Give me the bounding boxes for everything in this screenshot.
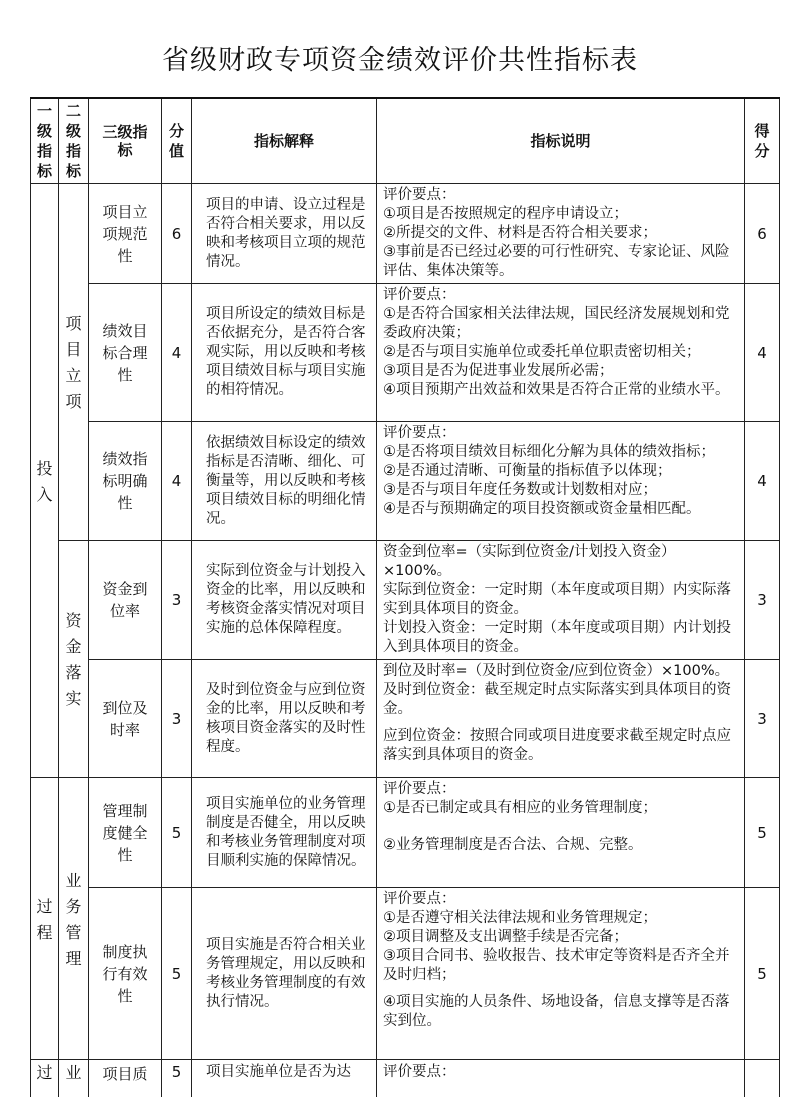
level3-cell: 绩效指标明确性 bbox=[89, 422, 162, 541]
table-row bbox=[31, 541, 780, 660]
score-cell-partial bbox=[745, 1060, 780, 1098]
header-weight: 分值 bbox=[162, 98, 192, 184]
header-level3: 三级指标 bbox=[89, 98, 162, 184]
level3-cell: 绩效目标合理性 bbox=[89, 284, 162, 422]
level2-business-mgmt: 业务管理 bbox=[59, 778, 89, 1060]
description-cell: 评价要点： ①是否遵守相关法律法规和业务管理规定； ②项目调整及支出调整手续是否完备； ③项目合同书、验收报告、技术审定等资料是否齐全并及时归档； ④项目实施的人员条件、场地设备，信息支撑等是否落实到位。 bbox=[377, 888, 745, 1060]
score-cell: 3 bbox=[745, 660, 780, 778]
level3-cell: 到位及时率 bbox=[89, 660, 162, 778]
level3-cell: 资金到位率 bbox=[89, 541, 162, 660]
description-cell: 评价要点： ①是否已制定或具有相应的业务管理制度； ②业务管理制度是否合法、合规、完整。 bbox=[377, 778, 745, 888]
description-cell: 到位及时率=（及时到位资金/应到位资金）×100%。 及时到位资金：截至规定时点实际落实到具体项目的资金。 应到位资金：按照合同或项目进度要求截至规定时点应落实到具体项目的资金。 bbox=[377, 660, 745, 778]
header-level2: 二级指标 bbox=[59, 98, 89, 184]
weight-cell: 6 bbox=[162, 184, 192, 284]
level1-process: 过程 bbox=[31, 778, 59, 1060]
level3-cell: 制度执行有效性 bbox=[89, 888, 162, 1060]
description-cell-partial: 评价要点： bbox=[377, 1060, 745, 1098]
description-cell: 评价要点： ①是否符合国家相关法律法规，国民经济发展规划和党委政府决策； ②是否与项目实施单位或委托单位职责密切相关； ③项目是否为促进事业发展所必需； ④项目预期产出效益和效果是否符合正常的业绩水平。 bbox=[377, 284, 745, 422]
description-cell: 资金到位率=（实际到位资金/计划投入资金）×100%。 实际到位资金：一定时期（本年度或项目期）内实际落实到具体项目的资金。 计划投入资金：一定时期（本年度或项目期）内计划投入到具体项目的资金。 bbox=[377, 541, 745, 660]
weight-cell: 4 bbox=[162, 284, 192, 422]
description-cell: 评价要点： ①是否将项目绩效目标细化分解为具体的绩效指标； ②是否通过清晰、可衡量的指标值予以体现； ③是否与项目年度任务数或计划数相对应； ④是否与预期确定的项目投资额或资金量相匹配。 bbox=[377, 422, 745, 541]
weight-cell: 4 bbox=[162, 422, 192, 541]
score-cell: 4 bbox=[745, 422, 780, 541]
header-score: 得分 bbox=[745, 98, 780, 184]
table-row-partial bbox=[31, 1060, 780, 1098]
description-cell: 评价要点： ①项目是否按照规定的程序申请设立； ②所提交的文件、材料是否符合相关要求； ③事前是否已经过必要的可行性研究、专家论证、风险评估、集体决策等。 bbox=[377, 184, 745, 284]
explanation-cell-partial: 项目实施单位是否为达 bbox=[192, 1060, 377, 1098]
level3-cell: 管理制度健全性 bbox=[89, 778, 162, 888]
level1-cell-partial: 过 bbox=[31, 1060, 59, 1098]
explanation-cell: 依据绩效目标设定的绩效指标是否清晰、细化、可衡量等，用以反映和考核项目绩效目标的明细化情况。 bbox=[192, 422, 377, 541]
explanation-cell: 及时到位资金与应到位资金的比率，用以反映和考核项目资金落实的及时性程度。 bbox=[192, 660, 377, 778]
table-row bbox=[31, 284, 780, 422]
weight-cell: 5 bbox=[162, 888, 192, 1060]
explanation-cell: 项目的申请、设立过程是否符合相关要求，用以反映和考核项目立项的规范情况。 bbox=[192, 184, 377, 284]
table-row bbox=[31, 184, 780, 284]
score-cell: 4 bbox=[745, 284, 780, 422]
indicator-table bbox=[30, 97, 780, 1097]
explanation-cell: 项目实施单位的业务管理制度是否健全，用以反映和考核业务管理制度对项目顺利实施的保障情况。 bbox=[192, 778, 377, 888]
level1-input: 投入 bbox=[31, 184, 59, 778]
header-row bbox=[31, 98, 780, 184]
score-cell: 5 bbox=[745, 888, 780, 1060]
score-cell: 6 bbox=[745, 184, 780, 284]
level3-cell: 项目立项规范性 bbox=[89, 184, 162, 284]
explanation-cell: 项目所设定的绩效目标是否依据充分，是否符合客观实际，用以反映和考核项目绩效目标与项目实施的相符情况。 bbox=[192, 284, 377, 422]
level2-funds-in-place: 资金落实 bbox=[59, 541, 89, 778]
table-row bbox=[31, 660, 780, 778]
level2-cell-partial: 业 bbox=[59, 1060, 89, 1098]
header-description: 指标说明 bbox=[377, 98, 745, 184]
weight-cell: 3 bbox=[162, 541, 192, 660]
table-row bbox=[31, 778, 780, 888]
weight-cell-partial: 5 bbox=[162, 1060, 192, 1098]
explanation-cell: 项目实施是否符合相关业务管理规定，用以反映和考核业务管理制度的有效执行情况。 bbox=[192, 888, 377, 1060]
header-explanation: 指标解释 bbox=[192, 98, 377, 184]
score-cell: 5 bbox=[745, 778, 780, 888]
level3-cell-partial: 项目质 bbox=[89, 1060, 162, 1098]
score-cell: 3 bbox=[745, 541, 780, 660]
weight-cell: 3 bbox=[162, 660, 192, 778]
table-row bbox=[31, 422, 780, 541]
level2-project-setup: 项目立项 bbox=[59, 184, 89, 541]
table-row bbox=[31, 888, 780, 1060]
page-title: 省级财政专项资金绩效评价共性指标表 bbox=[162, 45, 638, 76]
weight-cell: 5 bbox=[162, 778, 192, 888]
header-level1: 一级指标 bbox=[31, 98, 59, 184]
explanation-cell: 实际到位资金与计划投入资金的比率，用以反映和考核资金落实情况对项目实施的总体保障程度。 bbox=[192, 541, 377, 660]
